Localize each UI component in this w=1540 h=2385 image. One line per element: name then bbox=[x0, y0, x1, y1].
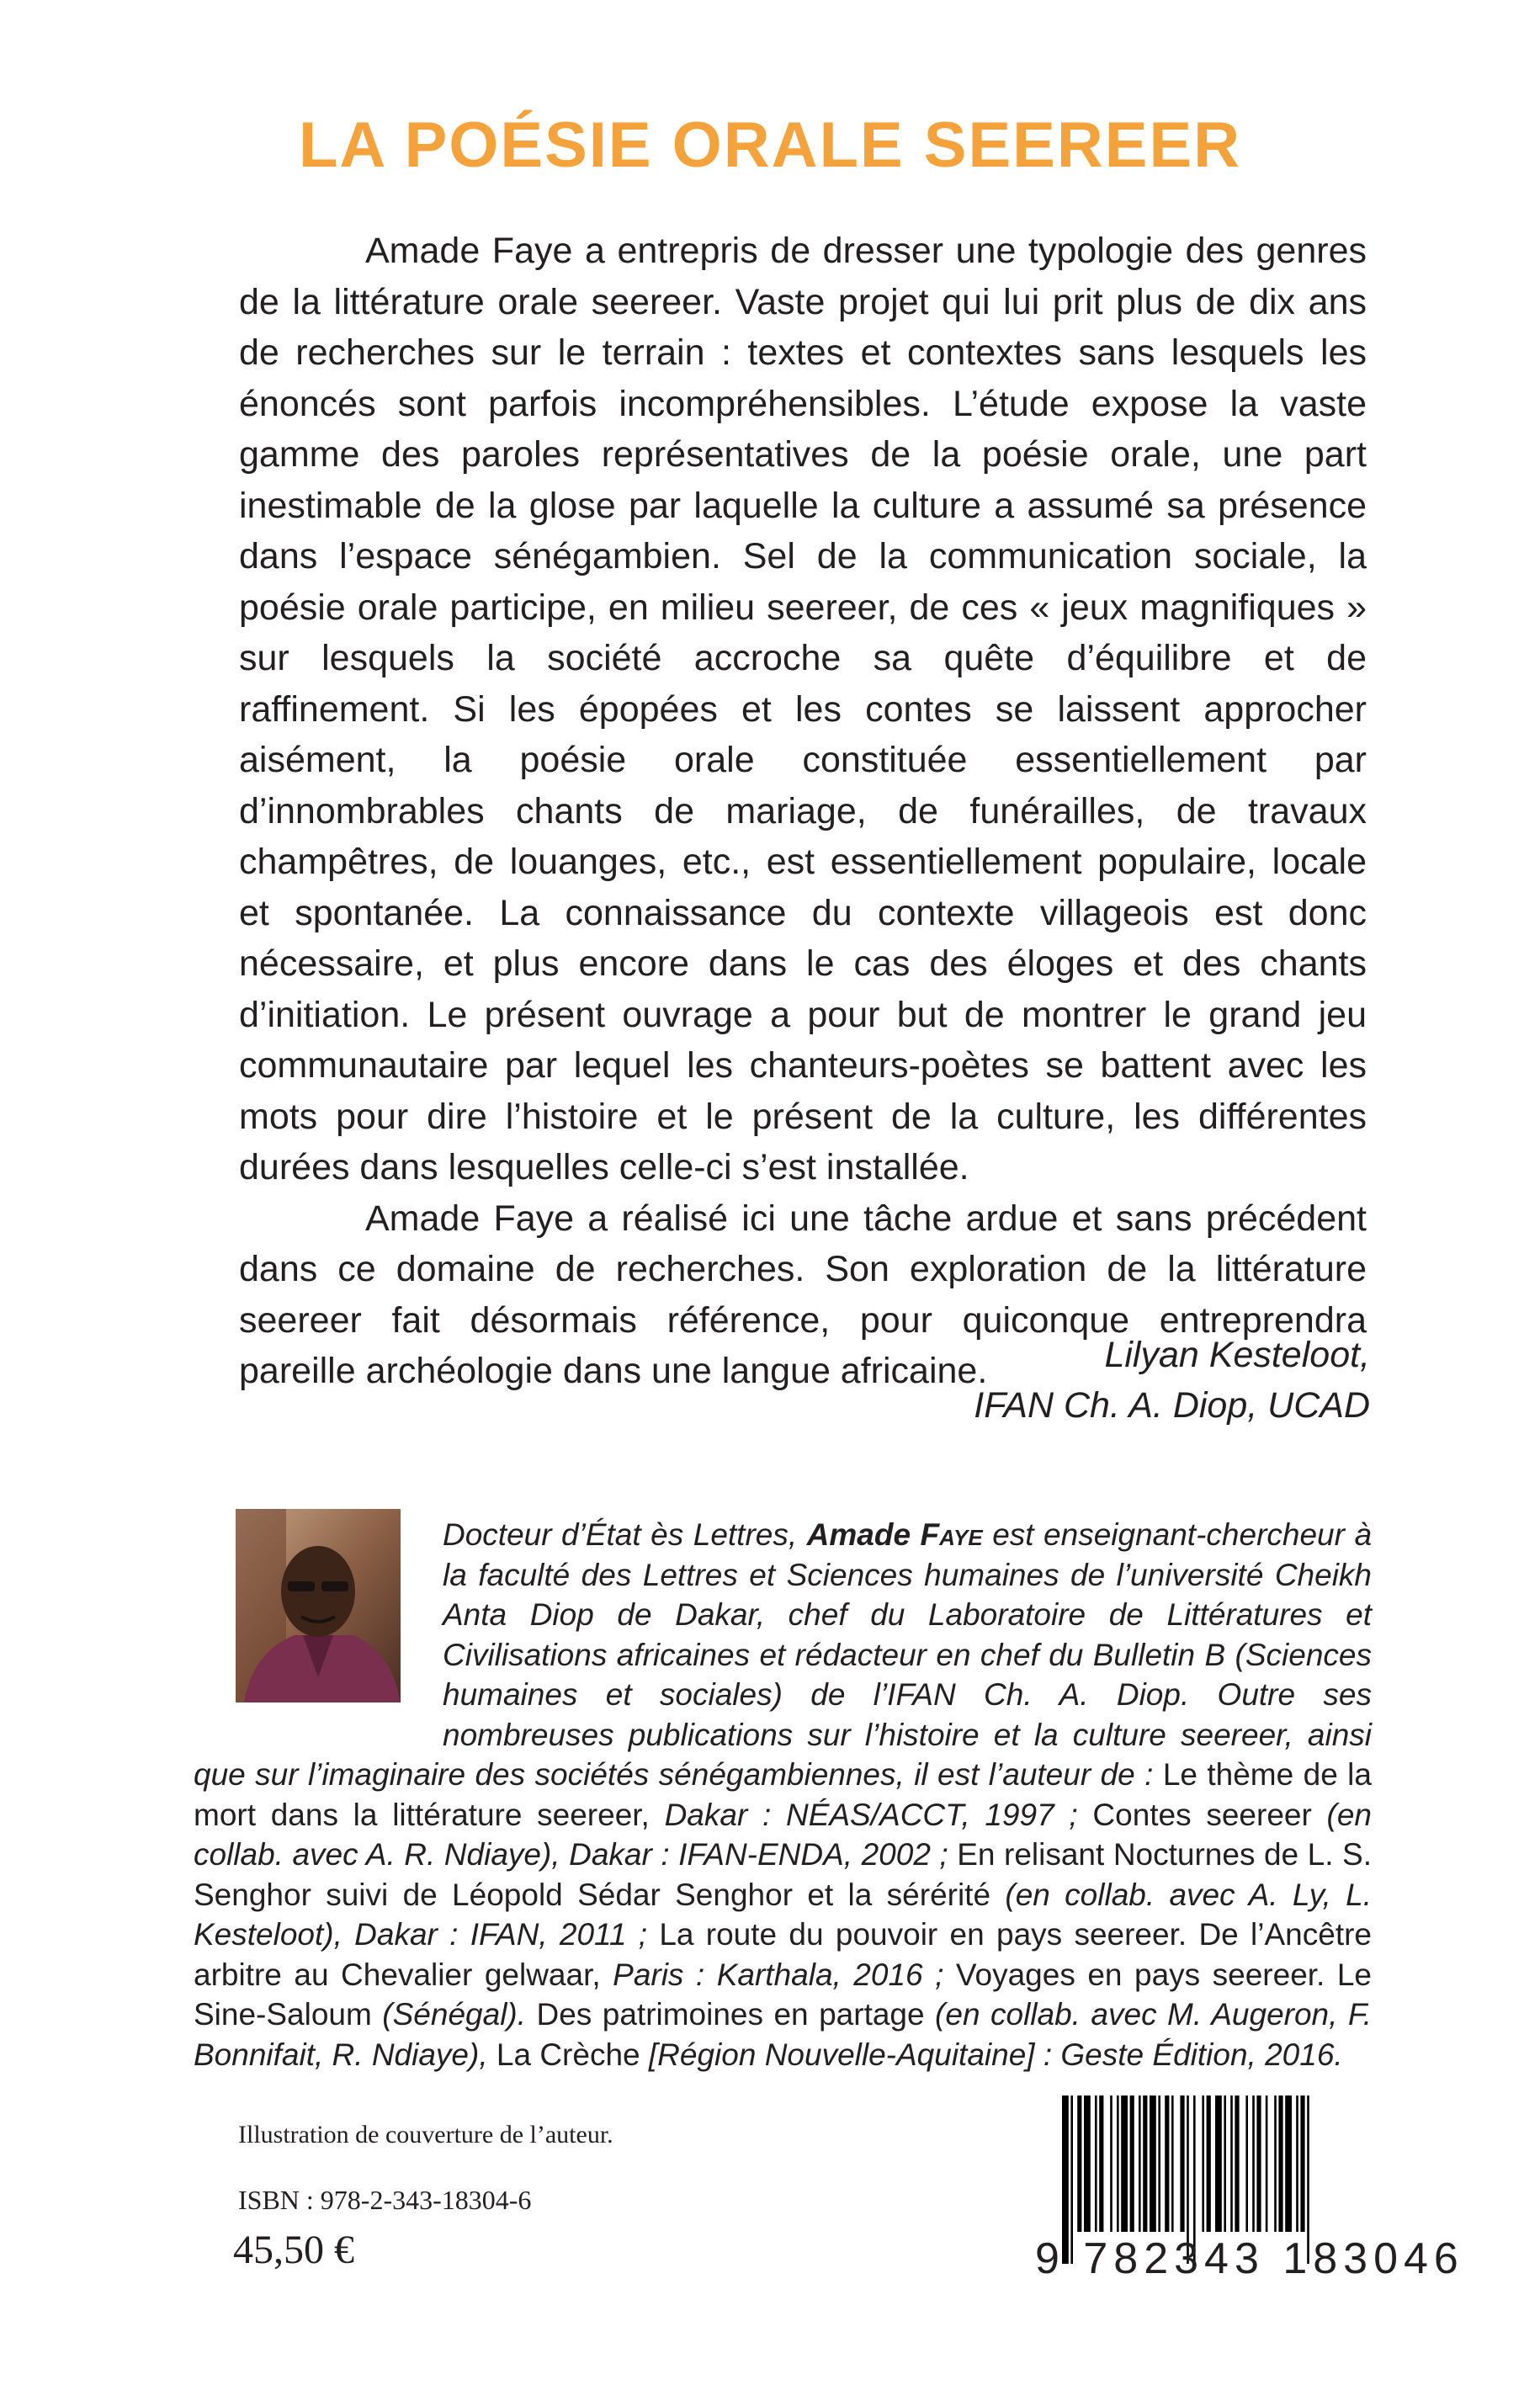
blurb-paragraph-1: Amade Faye a entrepris de dresser une typologie des genres de la littérature orale seereer. Vaste projet qui lui prit plus de dix ans de recherches sur le terrain : textes et contextes sans lesquels les énoncés sont parfois incompréhensibles. L’étude expose la vaste gamme des paroles représentatives de la poésie orale, une part inestimable de la glose par laquelle la culture a assumé sa présence dans l’espace sénégambien. Sel de la communication sociale, la poésie orale participe, en milieu seereer, de ces « jeux magnifiques » sur lesquels la société accroche sa quête d’équilibre et de raffinement. Si les épopées et les contes se laissent approcher aisément, la poésie orale constituée essentiellement par d’innombrables chants de mariage, de funérailles, de travaux champêtres, de louanges, etc., est essentiellement populaire, locale et spontanée. La connaissance du contexte villageois est donc nécessaire, et plus encore dans le cas des éloges et des chants d’initiation. Le présent ouvrage a pour but de montrer le grand jeu communautaire par lequel les chanteurs-poètes se battent avec les mots pour dire l’histoire et le présent de la culture, les différentes durées dans lesquelles celle-ci s’est installée. bbox=[239, 231, 1367, 1187]
bio-book-1-pub: Dakar : NÉAS/ACCT, 1997 ; bbox=[649, 1797, 1093, 1832]
isbn-number: ISBN : 978-2-343-18304-6 bbox=[238, 2185, 532, 2215]
bio-book-6: Des patrimoines en partage bbox=[536, 1997, 925, 2032]
barcode-bar bbox=[1180, 2096, 1184, 2232]
barcode-bar bbox=[1235, 2096, 1239, 2232]
barcode-bar bbox=[1278, 2096, 1282, 2232]
barcode-bar bbox=[1296, 2096, 1298, 2232]
barcode-bar bbox=[1099, 2096, 1103, 2232]
bio-book-3: En relisant Nocturnes de L. S. Senghor suivi de Léopold Sédar Senghor et la sérérité bbox=[194, 1837, 1372, 1912]
barcode-bar bbox=[1095, 2096, 1097, 2232]
book-title: LA POÉSIE ORALE SEEREER bbox=[298, 109, 1242, 181]
barcode-bar bbox=[1143, 2096, 1147, 2232]
barcode-bar bbox=[1207, 2096, 1211, 2232]
bio-book-6-place: La Crèche bbox=[496, 2037, 640, 2072]
barcode-bar bbox=[1252, 2096, 1255, 2232]
cover-illustration-credit: Illustration de couverture de l’auteur. bbox=[238, 2121, 613, 2149]
barcode-bar bbox=[1171, 2096, 1174, 2232]
barcode-bar bbox=[1256, 2096, 1261, 2232]
barcode-bar bbox=[1285, 2096, 1292, 2232]
author-biography bbox=[194, 1515, 1372, 2074]
bio-book-1: Le thème de la mort dans la littérature seereer, bbox=[194, 1757, 1372, 1832]
barcode-bar bbox=[1266, 2096, 1268, 2232]
barcode-bar bbox=[1274, 2096, 1277, 2232]
bio-book-2: Contes seereer bbox=[1092, 1797, 1312, 1832]
blurb-signature bbox=[974, 1330, 1370, 1431]
barcode-bar bbox=[1110, 2096, 1113, 2232]
barcode-bar bbox=[1230, 2096, 1233, 2232]
barcode-bar bbox=[1158, 2096, 1160, 2232]
barcode-bar bbox=[1300, 2096, 1304, 2232]
bio-intro-rest: est enseignant-chercheur à la faculté des Lettres et Sciences humaines de l’université Cheikh Anta Diop de Dakar, chef du Laboratoire de Littératures et Civilisations africaines et rédacteur en chef du Bulletin B (Sciences humaines et sociales) de l’IFAN Ch. A. Diop. Outre ses nombreuses publications sur l’histoire et la culture seereer, ainsi que sur l’imaginaire des sociétés sénégambiennes, il est l’auteur de : bbox=[194, 1517, 1373, 1792]
bio-author-last: Faye bbox=[920, 1517, 983, 1552]
bio-book-5: Voyages en pays seereer. Le Sine-Saloum bbox=[194, 1957, 1372, 2032]
bio-book-4: La route du pouvoir en pays seereer. De l’Ancêtre arbitre au Chevalier gelwaar, bbox=[194, 1917, 1372, 1992]
price-label: 45,50 € bbox=[233, 2228, 354, 2272]
portrait-spacer bbox=[194, 1515, 443, 1725]
signature-name: Lilyan Kesteloot, bbox=[1104, 1335, 1370, 1375]
barcode-bar bbox=[1245, 2096, 1248, 2232]
blurb-paragraph-2: Amade Faye a réalisé ici une tâche ardue et sans précédent dans ce domaine de recherches. Son exploration de la littérature seereer fait désormais référence, pour quiconque entreprendra pareille archéologie dans une langue africaine. bbox=[239, 1198, 1367, 1391]
barcode-bar bbox=[1150, 2096, 1156, 2232]
barcode-bar bbox=[1130, 2096, 1134, 2232]
bio-book-6-pub: (en collab. avec M. Augeron, F. Bonnifait, R. Ndiaye), bbox=[194, 1997, 1372, 2072]
back-cover-blurb bbox=[239, 226, 1367, 1397]
barcode-bar bbox=[1165, 2096, 1169, 2232]
barcode-bar bbox=[1077, 2096, 1081, 2232]
bio-intro: Docteur d’État ès Lettres, bbox=[443, 1517, 807, 1552]
bio-book-4-pub: Paris : Karthala, 2016 ; bbox=[600, 1957, 956, 1992]
barcode-digits: 9 782343 183046 bbox=[1035, 2234, 1464, 2283]
bio-book-2-pub: (en collab. avec A. R. Ndiaye), Dakar : IFAN-ENDA, 2002 ; bbox=[194, 1797, 1373, 1872]
bio-book-5-pub: (Sénégal). bbox=[371, 1997, 537, 2032]
bio-book-6-end: [Région Nouvelle-Aquitaine] : Geste Édition, 2016. bbox=[640, 2037, 1343, 2072]
barcode-bar bbox=[1224, 2096, 1226, 2232]
signature-affiliation: IFAN Ch. A. Diop, UCAD bbox=[974, 1385, 1370, 1426]
barcode-bar bbox=[1084, 2096, 1091, 2232]
bio-author-first: Amade bbox=[806, 1517, 921, 1552]
barcode-bar bbox=[1202, 2096, 1204, 2232]
bio-book-3-pub: (en collab. avec A. Ly, L. Kesteloot), Dakar : IFAN, 2011 ; bbox=[194, 1877, 1372, 1952]
barcode-bar bbox=[1121, 2096, 1128, 2232]
barcode-bar bbox=[1139, 2096, 1141, 2232]
barcode-bar bbox=[1117, 2096, 1119, 2232]
barcode-bar bbox=[1215, 2096, 1222, 2232]
